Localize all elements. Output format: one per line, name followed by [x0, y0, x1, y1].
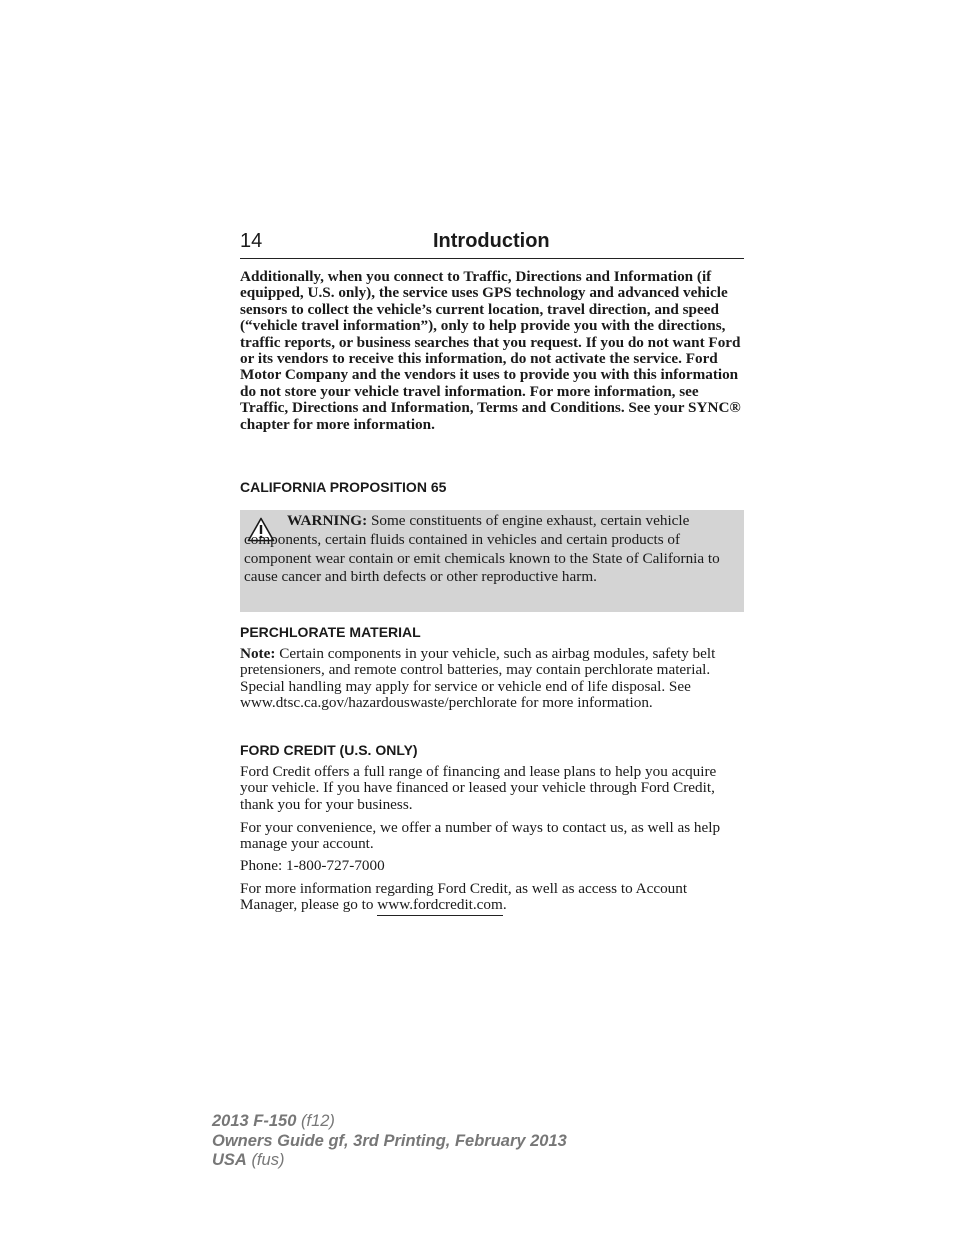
perchlorate-note	[240, 646, 744, 712]
footer-model: 2013 F-150	[212, 1112, 297, 1130]
ford-credit-para-4	[240, 881, 744, 914]
intro-paragraph: Additionally, when you connect to Traffic, Directions and Information (if equipped, U.S. only), the service uses GPS technology and advanced vehicle sensors to collect the vehicle’s current location, travel direction, and speed (“vehicle travel information”), only to help provide you with the directions, traffic reports, or business searches that you request. If you do not want Ford or its vendors to receive this information, do not activate the service. Ford Motor Company and the vendors it uses to provide you with this information do not store your vehicle travel information. For more information, see Traffic, Directions and Information, Terms and Conditions. See your SYNC® chapter for more information.	[240, 268, 741, 433]
footer-model-code: (f12)	[301, 1112, 335, 1130]
para4-prefix: For more information regarding Ford Credit, as well as access to Account Manager, please go to	[240, 880, 688, 914]
heading-ford-credit: FORD CREDIT (U.S. ONLY)	[240, 742, 418, 758]
warning-label: WARNING:	[287, 512, 368, 529]
ford-credit-para-2: For your convenience, we offer a number of ways to contact us, as well as help manage your account.	[240, 819, 721, 853]
warning-body: Some constituents of engine exhaust, certain vehicle components, certain fluids contained in vehicles and certain products of component wear contain or emit chemicals known to the State of California to cause cancer and birth defects or other reproductive harm.	[244, 512, 720, 586]
fordcredit-link[interactable]: www.fordcredit.com	[377, 896, 503, 916]
warning-box	[240, 510, 744, 612]
page-footer	[212, 1112, 567, 1171]
para4-suffix: .	[502, 896, 507, 914]
note-text: Certain components in your vehicle, such as airbag modules, safety belt pretensioners, and remote control batteries, may contain perchlorate material. Special handling may apply for service or vehicle end of life disposal. See www.dtsc.ca.gov/hazardouswaste/perchlorate for more information.	[240, 645, 716, 712]
footer-line-2	[212, 1132, 567, 1152]
footer-line-3	[212, 1151, 567, 1171]
heading-perchlorate: PERCHLORATE MATERIAL	[240, 624, 421, 640]
page-number: 14	[240, 230, 263, 252]
ford-credit-phone: Phone: 1-800-727-7000	[240, 857, 385, 874]
warning-text	[244, 512, 740, 587]
note-label: Note:	[240, 645, 276, 662]
footer-guide-info: Owners Guide gf, 3rd Printing, February 2013	[212, 1131, 567, 1150]
footer-line-1	[212, 1112, 567, 1132]
footer-region: USA	[212, 1151, 247, 1169]
page-title: Introduction	[433, 230, 550, 252]
ford-credit-para-1: Ford Credit offers a full range of financing and lease plans to help you acquire your vehicle. If you have financed or leased your vehicle through Ford Credit, thank you for your business.	[240, 763, 717, 813]
footer-region-code: (fus)	[251, 1151, 285, 1169]
heading-california-prop-65: CALIFORNIA PROPOSITION 65	[240, 479, 447, 495]
page-header	[240, 230, 744, 259]
